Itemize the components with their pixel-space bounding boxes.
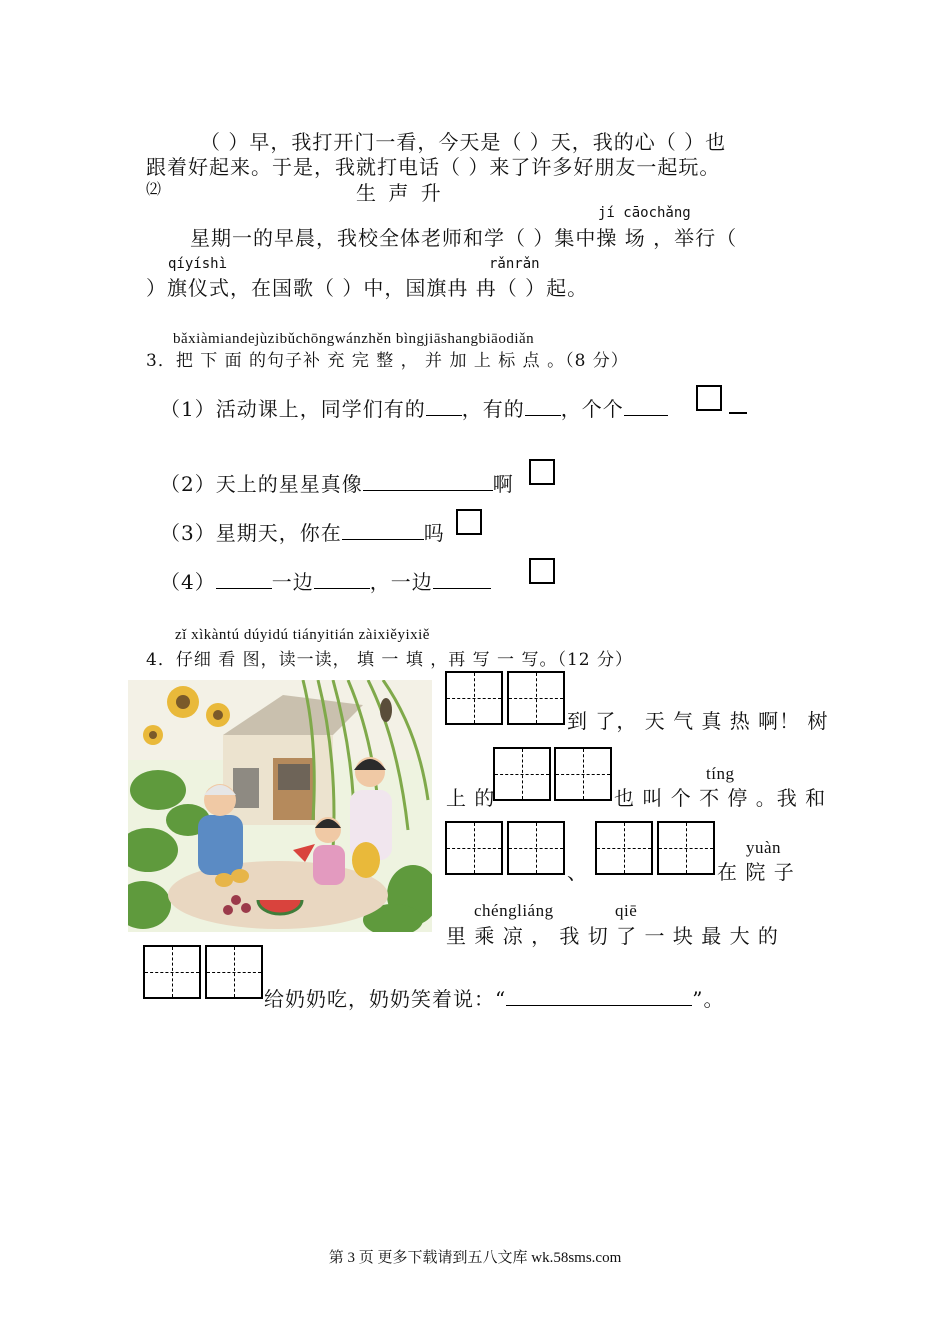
exercise-item-3 <box>160 517 445 546</box>
item-text: 吗 <box>423 521 445 545</box>
section-title: 4．仔细 看 图，读一读， 填 一 填 ，再 写 一 写。（12 分） <box>146 650 633 670</box>
paragraph-line <box>264 983 724 1012</box>
paragraph-line: 里 乘 凉 ， 我 切 了 一 块 最 大 的 <box>446 924 779 948</box>
pinyin-annotation: tíng <box>706 764 735 783</box>
writing-grid[interactable] <box>493 747 551 801</box>
item-text: 给奶奶吃，奶奶笑着说：“ <box>264 987 507 1011</box>
answer-blank[interactable] <box>624 395 668 416</box>
section-title: 3．把 下 面 的句子补 充 完 整 ， 并 加 上 标 点 。（8 分） <box>146 351 629 371</box>
item-text: 啊 <box>492 472 514 496</box>
answer-blank[interactable] <box>363 470 493 491</box>
punctuation-box[interactable] <box>529 459 555 485</box>
writing-grid[interactable] <box>507 821 565 875</box>
exercise-item-1 <box>160 393 668 422</box>
pinyin-annotation: zǐ xìkàntú dúyidú tiányitián zàixiěyixiě <box>175 627 430 643</box>
paragraph-line: 也 叫 个 不 停 。我 和 <box>614 786 827 810</box>
answer-blank[interactable] <box>342 519 424 540</box>
page-footer: 第 3 页 更多下载请到五八文库 wk.58sms.com <box>328 1250 622 1266</box>
exercise-item-2 <box>160 468 514 497</box>
paragraph-line: 跟着好起来。于是，我就打电话（ ）来了许多好朋友一起玩。 <box>146 155 721 179</box>
item-text: ”。 <box>692 987 725 1011</box>
paragraph-line: 在 院 子 <box>717 860 795 884</box>
punctuation-box[interactable] <box>696 385 722 411</box>
answer-blank[interactable] <box>314 568 370 589</box>
exercise-item-4 <box>160 566 491 595</box>
pinyin-annotation: chéngliáng <box>474 901 554 920</box>
writing-grid[interactable] <box>595 821 653 875</box>
answer-blank[interactable] <box>729 412 747 414</box>
writing-grid[interactable] <box>507 671 565 725</box>
pinyin-annotation: bǎxiàmiandejùzibǔchōngwánzhěn bìngjiāshangbiāodiǎn <box>173 331 535 347</box>
punctuation-box[interactable] <box>529 558 555 584</box>
punctuation-box[interactable] <box>456 509 482 535</box>
answer-blank[interactable] <box>433 568 491 589</box>
item-text: 一边 <box>271 570 314 594</box>
paragraph-line: 上 的 <box>446 786 496 810</box>
writing-grid[interactable] <box>143 945 201 999</box>
pinyin-annotation: qiē <box>615 901 638 920</box>
paragraph-line: （ ）早，我打开门一看，今天是（ ）天，我的心（ ）也 <box>200 130 727 154</box>
writing-grid[interactable] <box>657 821 715 875</box>
item-text: （2）天上的星星真像 <box>160 472 363 496</box>
paragraph-line: 星期一的早晨，我校全体老师和学（ ）集中操 场 ，举行（ <box>190 226 738 250</box>
paragraph-line: ）旗仪式，在国歌（ ）中，国旗冉 冉（ ）起。 <box>146 276 589 300</box>
item-text: ，一边 <box>369 570 433 594</box>
writing-grid[interactable] <box>205 945 263 999</box>
answer-blank[interactable] <box>506 985 692 1006</box>
pinyin-annotation: qíyíshì <box>168 256 228 272</box>
pinyin-annotation: rǎnrǎn <box>489 256 540 272</box>
word-choices: 生 声 升 <box>356 181 442 205</box>
separator: 、 <box>567 860 588 884</box>
item-text: ，个个 <box>560 397 624 421</box>
writing-grid[interactable] <box>554 747 612 801</box>
writing-grid[interactable] <box>445 821 503 875</box>
item-text: ，有的 <box>461 397 525 421</box>
summer-yard-illustration <box>128 680 432 932</box>
answer-blank[interactable] <box>216 568 272 589</box>
answer-blank[interactable] <box>525 395 561 416</box>
item-text: （3）星期天，你在 <box>160 521 342 545</box>
pinyin-annotation: yuàn <box>746 838 782 857</box>
paragraph-line: 到 了， 天 气 真 热 啊！ 树 <box>567 709 829 733</box>
writing-grid[interactable] <box>445 671 503 725</box>
question-number: ⑵ <box>146 180 162 198</box>
item-text: （4） <box>160 570 216 594</box>
item-text: （1）活动课上，同学们有的 <box>160 397 426 421</box>
answer-blank[interactable] <box>426 395 462 416</box>
pinyin-annotation: jí cāochǎng <box>598 205 691 221</box>
